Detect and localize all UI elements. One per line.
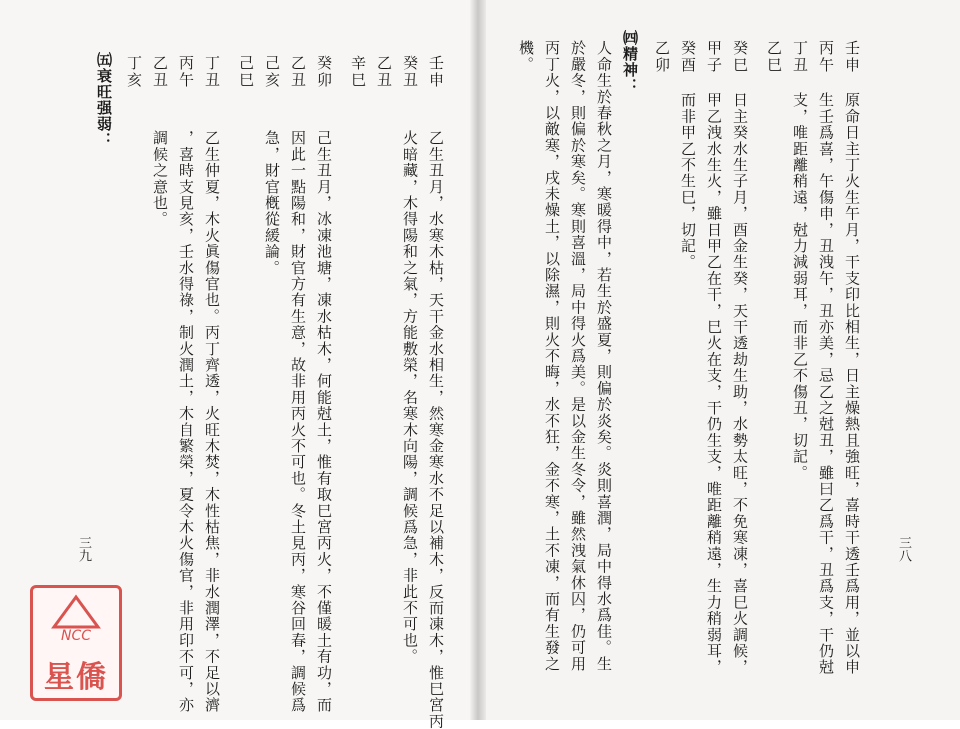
triangle-icon <box>51 594 101 630</box>
section-heading: ㈤衰旺强弱： <box>95 52 113 148</box>
pillar-label: 己巳 <box>237 55 255 89</box>
pillar-label: 甲子 <box>705 40 723 74</box>
pillar-label: 丁亥 <box>125 55 143 89</box>
book-gutter <box>470 0 486 720</box>
ncc-seal-logo <box>30 585 122 701</box>
page-number: 三九 <box>76 536 91 562</box>
text-column: 調候之意也。 <box>151 130 169 228</box>
text-column: 甲乙洩水生火，雖日甲乙在干，巳火在支，干仍生支，唯距離稍遠，生力稍弱耳， <box>705 92 723 676</box>
pillar-label: 乙巳 <box>765 40 783 74</box>
pillar-label: 癸巳 <box>731 40 749 74</box>
pillar-label: 辛巳 <box>349 55 367 89</box>
text-column: 支，唯距離稍遠，尅力減弱耳，而非乙不傷丑，切記。 <box>791 92 809 481</box>
text-column: 機。 <box>517 40 535 73</box>
text-column: ，喜時支見亥，壬水得祿，制火潤土，木自繁榮，夏令木火傷官，非用印不可，亦 <box>177 130 195 714</box>
seal-name: 星僑 <box>44 660 108 695</box>
pillar-label: 乙丑 <box>289 55 307 89</box>
pillar-label: 乙卯 <box>653 40 671 74</box>
pillar-label: 癸酉 <box>679 40 697 74</box>
text-column: 因此一點陽和，財官方有生意，故非用丙火不可也。冬土見丙，寒谷回春，調候爲 <box>289 130 307 714</box>
pillar-label: 癸丑 <box>401 55 419 89</box>
text-column: 乙生仲夏，木火眞傷官也。丙丁齊透，火旺木焚，木性枯焦，非水潤澤，不足以濟 <box>203 130 221 714</box>
pillar-label: 己亥 <box>263 55 281 89</box>
text-column: 急，財官槪從緩論。 <box>263 130 281 276</box>
pillar-label: 壬申 <box>427 55 445 89</box>
pillar-label: 丙午 <box>177 55 195 89</box>
text-column: 於嚴冬，則偏於寒矣。寒則喜溫，局中得火爲美。是以金生冬令，雖然洩氣休囚，仍可用 <box>569 40 587 672</box>
section-heading: ㈣精神： <box>621 30 639 94</box>
seal-top-text: NCC <box>60 628 92 644</box>
text-column: 火暗藏，木得陽和之氣，方能敷榮，名寒木向陽，調候爲急，非此不可也。 <box>401 130 419 665</box>
page-number: 三八 <box>896 536 911 562</box>
text-column: 乙生丑月，水寒木枯，天干金水相生，然寒金寒水不足以補木，反而凍木，惟巳宮丙 <box>427 130 445 729</box>
pillar-label: 丁丑 <box>791 40 809 74</box>
text-column: 而非甲乙不生巳，切記。 <box>679 92 697 271</box>
pillar-label: 乙丑 <box>151 55 169 89</box>
pillar-label: 乙丑 <box>375 55 393 89</box>
text-column: 生壬爲喜，午傷申，丑洩午，丑亦美，忌乙之尅丑，雖曰乙爲干，丑爲支，干仍尅 <box>817 92 835 676</box>
pillar-label: 丙午 <box>817 40 835 74</box>
pillar-label: 丁丑 <box>203 55 221 89</box>
text-column: 原命日主丁火生午月，干支印比相生，日主燥熱且強旺，喜時干透壬爲用，並以申 <box>843 92 861 676</box>
text-column: 人命生於春秋之月，寒暖得中，若生於盛夏，則偏於炎矣。炎則喜潤，局中得水爲佳。生 <box>595 40 613 672</box>
text-column: 己生丑月，冰凍池塘，凍水枯木，何能尅土，惟有取巳宮丙火，不僅暖土有功，而 <box>315 130 333 714</box>
pillar-label: 癸卯 <box>315 55 333 89</box>
pillar-label: 壬申 <box>843 40 861 74</box>
text-column: 日主癸水生子月，酉金生癸，天干透劫生助，水勢太旺，不免寒凍，喜巳火調候， <box>731 92 749 676</box>
text-column: 丙丁火，以敵寒，戌未燥土，以除濕，則火不晦，水不狂，金不寒，土不凍，而有生發之 <box>543 40 561 672</box>
